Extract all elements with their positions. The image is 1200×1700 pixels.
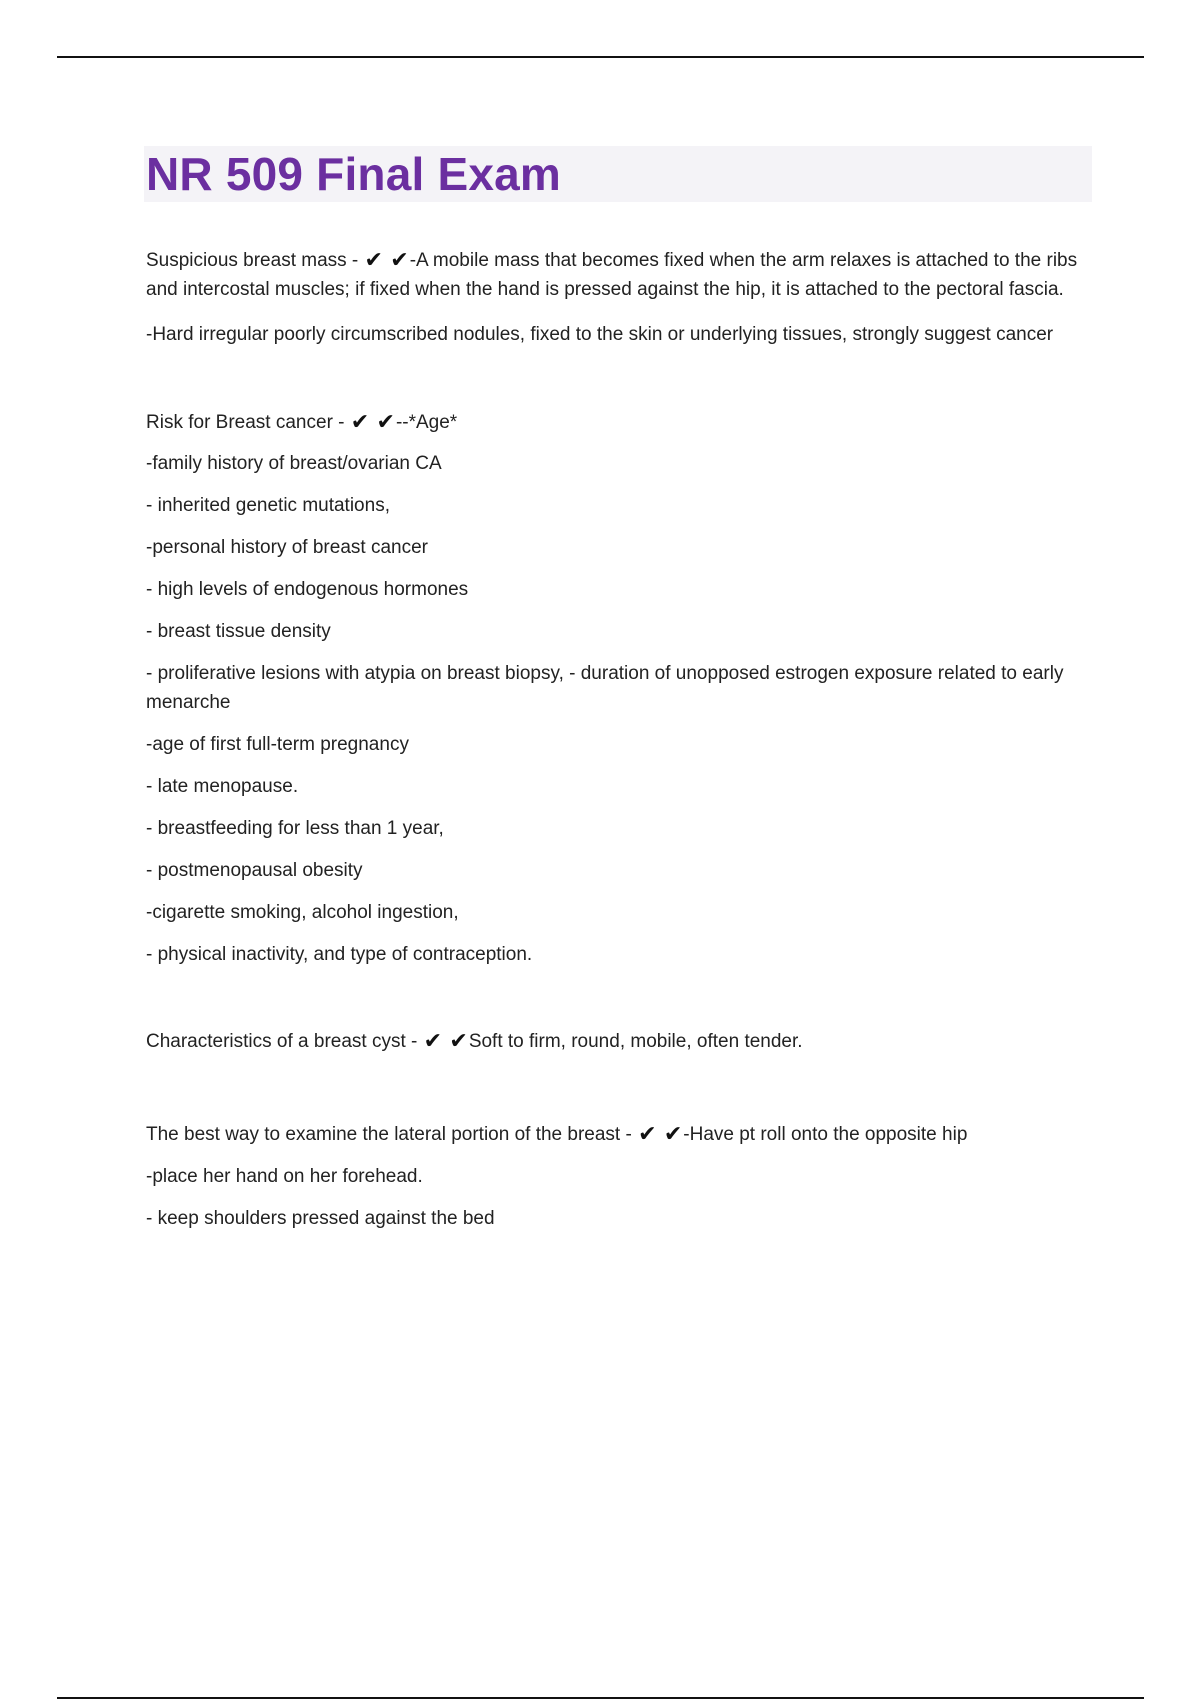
qa-detail-line: - inherited genetic mutations, xyxy=(146,495,390,516)
qa-detail-line: -Hard irregular poorly circumscribed nodules, fixed to the skin or underlying tissues, strongly suggest cancer xyxy=(146,324,1054,345)
qa-entry xyxy=(146,1027,1086,1056)
qa-detail-line: - breastfeeding for less than 1 year, xyxy=(146,818,444,839)
qa-detail-line: -cigarette smoking, alcohol ingestion, xyxy=(146,902,459,923)
qa-detail-line: -personal history of breast cancer xyxy=(146,537,428,558)
qa-term: Suspicious breast mass - xyxy=(146,250,364,271)
qa-question-line xyxy=(146,408,1086,437)
qa-detail-line: - breast tissue density xyxy=(146,621,331,642)
check-icon: ✔ xyxy=(638,1122,657,1147)
qa-detail-line: - late menopause. xyxy=(146,776,299,797)
spacer xyxy=(146,1056,1086,1120)
qa-detail-line: - high levels of endogenous hormones xyxy=(146,579,469,600)
qa-term: The best way to examine the lateral portion of the breast - xyxy=(146,1124,638,1145)
qa-entry xyxy=(146,408,1086,969)
qa-question-line xyxy=(146,246,1086,304)
qa-detail-line: - postmenopausal obesity xyxy=(146,860,363,881)
check-icon: ✔ xyxy=(350,410,370,435)
spacer xyxy=(146,365,1086,408)
check-icon: ✔ xyxy=(376,410,395,435)
qa-term: Characteristics of a breast cyst - xyxy=(146,1031,423,1052)
qa-entry xyxy=(146,1120,1086,1233)
bottom-rule xyxy=(57,1697,1144,1699)
check-icon: ✔ xyxy=(364,248,383,273)
qa-detail-line: - physical inactivity, and type of contraception. xyxy=(146,944,533,965)
page-title: NR 509 Final Exam xyxy=(146,148,562,200)
qa-answer: --*Age* xyxy=(395,412,458,433)
document-body xyxy=(146,246,1086,1233)
top-rule xyxy=(57,56,1144,58)
qa-question-line xyxy=(146,1120,1086,1149)
qa-detail-line: - proliferative lesions with atypia on breast biopsy, - duration of unopposed estrogen exposure related to early menarche xyxy=(146,663,1064,713)
qa-answer: Soft to firm, round, mobile, often tender. xyxy=(468,1031,803,1052)
check-icon: ✔ xyxy=(663,1122,683,1147)
qa-detail-line: -place her hand on her forehead. xyxy=(146,1166,423,1187)
qa-term: Risk for Breast cancer - xyxy=(146,412,350,433)
check-icon: ✔ xyxy=(423,1029,443,1054)
check-icon: ✔ xyxy=(390,248,409,273)
qa-answer: -Have pt roll onto the opposite hip xyxy=(683,1124,968,1145)
spacer xyxy=(146,969,1086,1027)
qa-detail-line: -age of first full-term pregnancy xyxy=(146,734,409,755)
check-icon: ✔ xyxy=(449,1029,468,1054)
qa-detail-line: -family history of breast/ovarian CA xyxy=(146,453,442,474)
qa-detail-line: - keep shoulders pressed against the bed xyxy=(146,1208,495,1229)
qa-answer: -A mobile mass that becomes fixed when the arm relaxes is attached to the ribs and intercostal muscles; if fixed when the hand is pressed against the hip, it is attached to the pectoral fascia. xyxy=(146,250,1078,300)
qa-question-line xyxy=(146,1027,1086,1056)
qa-entry xyxy=(146,246,1086,349)
